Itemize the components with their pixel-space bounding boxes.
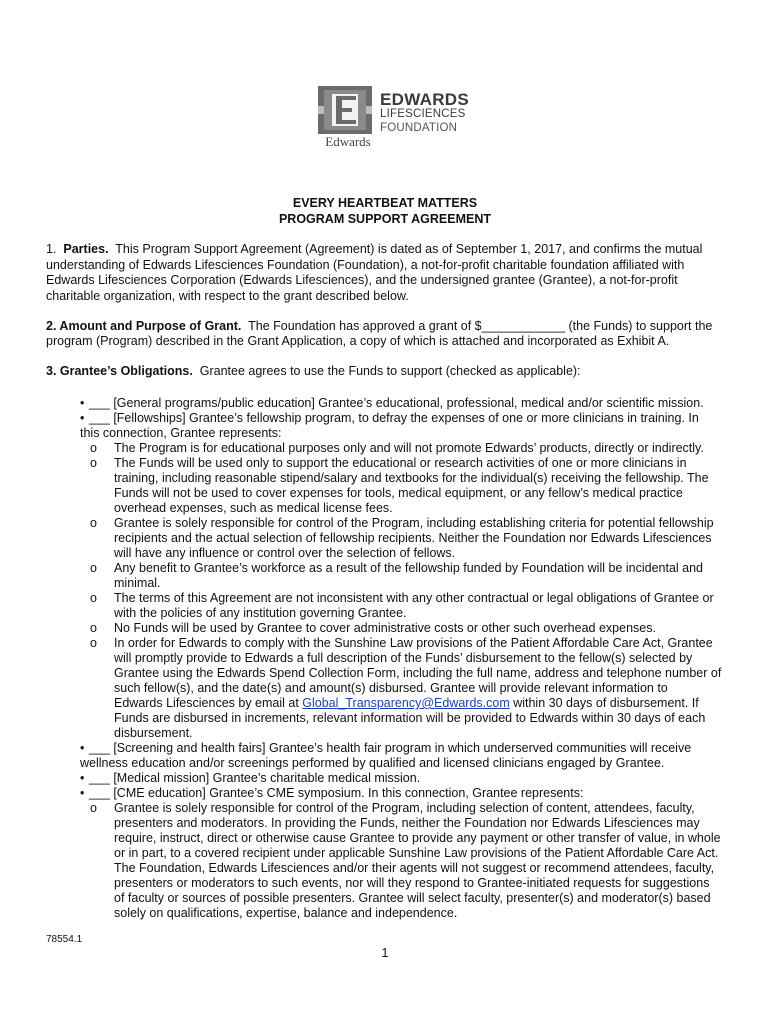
cme-rep-line: The Foundation, Edwards Lifesciences and/or their agents will not suggest or recommend attendees, faculty,	[114, 861, 715, 875]
cme-rep-line: Grantee is solely responsible for control of the Program, including selection of content, attendees, faculty,	[114, 801, 695, 815]
sub-bullet-marker: o	[90, 591, 97, 605]
fellowship-rep-line: The Program is for educational purposes only and will not promote Edwards’ products, directly or indirectly.	[114, 441, 704, 455]
fellowship-rep-line: recipients and the actual selection of fellowship recipients. Neither the Foundation nor Edwards Lifesciences	[114, 531, 712, 545]
fellowship-rep-line: with the policies of any institution governing Grantee.	[114, 606, 407, 620]
bullet-marker: •	[80, 741, 85, 755]
logo-brand-line2: LIFESCIENCES	[380, 108, 466, 120]
fellowship-rep-line: Funds are disbursed in increments, relevant information will be provided to Edwards within 30 days of each	[114, 711, 706, 725]
document-number: 78554.1	[46, 934, 83, 945]
fellowship-rep-line: training, including reasonable stipend/salary and textbooks for the individual(s) receiving the fellowship. The	[114, 471, 709, 485]
fellowship-rep-line: The Funds will be used only to support the educational or research activities of one or more clinicians in	[114, 456, 687, 470]
section1-text-1: This Program Support Agreement (Agreement) is dated as of September 1, 2017, and confirms the mutual	[115, 242, 703, 256]
sub-bullet-marker: o	[90, 441, 97, 455]
logo-mark-label: Edwards	[325, 134, 371, 149]
document-title-line2: PROGRAM SUPPORT AGREEMENT	[278, 212, 492, 226]
option-medical-mission: ___ [Medical mission] Grantee’s charitable medical mission.	[89, 771, 421, 785]
fellowship-rep-line	[114, 696, 699, 712]
sub-bullet-marker: o	[90, 561, 97, 575]
bullet-marker: •	[80, 771, 85, 785]
cme-rep-line: require, instruct, direct or otherwise cause Grantee to provide any payment or other transfer of value, in whole	[114, 831, 721, 845]
cme-rep-line: or in part, to a covered recipient under applicable Sunshine Law provisions of the Patient Affordable Care Act.	[114, 846, 719, 860]
cme-rep-line: presenters and moderators. In providing the Funds, neither the Foundation nor Edwards Lifesciences may	[114, 816, 700, 830]
cme-rep-line: solely on qualifications, expertise, balance and independence.	[114, 906, 458, 920]
section2-line1	[46, 319, 732, 335]
sub-bullet-marker: o	[90, 621, 97, 635]
fellowship-rep-line: Any benefit to Grantee’s workforce as a result of the fellowship funded by Foundation will be incidental and	[114, 561, 704, 575]
section2-line2: program (Program) described in the Grant Application, a copy of which is attached and incorporated as Exhibit A.	[46, 334, 670, 348]
fellowship-rep-line: overhead expenses, such as medical license fees.	[114, 501, 393, 515]
document-title-line1: EVERY HEARTBEAT MATTERS	[292, 196, 478, 210]
page-number: 1	[381, 946, 389, 960]
logo-brand-line1: EDWARDS	[380, 90, 469, 109]
cme-rep-line: of faculty or sources of possible presenters. Grantee will select faculty, presenter(s) and moderator(s) based	[114, 891, 711, 905]
option-screening: ___ [Screening and health fairs] Grantee’s health fair program in which underserved communities will receive	[89, 741, 692, 755]
option-general-programs: ___ [General programs/public education] Grantee’s educational, professional, medical and/or scientific mission.	[89, 396, 704, 410]
section1-line1	[46, 242, 732, 258]
fellowship-rep-line: such fellow(s), and the date(s) and amount(s) disbursed. Grantee will provide relevant information to	[114, 681, 668, 695]
sub-bullet-marker: o	[90, 456, 97, 470]
option-screening-cont: wellness education and/or screenings performed by qualified and licensed clinicians engaged by Grantee.	[80, 756, 665, 770]
option-fellowships: ___ [Fellowships] Grantee’s fellowship program, to defray the expenses of one or more clinicians in training. In	[89, 411, 699, 425]
email-intro: Edwards Lifesciences by email at	[114, 696, 303, 710]
section3-heading: 3. Grantee’s Obligations.	[46, 364, 193, 378]
edwards-logo	[318, 86, 478, 152]
section2-text-1: The Foundation has approved a grant of $____________ (the Funds) to support the	[248, 319, 713, 333]
section1-number: 1.	[46, 242, 57, 256]
section1-heading: Parties.	[63, 242, 109, 256]
fellowship-rep-line: In order for Edwards to comply with the Sunshine Law provisions of the Patient Affordable Care Act, Grantee	[114, 636, 713, 650]
section1-line4: charitable organization, with respect to the grant described below.	[46, 289, 409, 303]
cme-rep-line: presenters or moderators to such events, nor will they respond to Grantee-initiated requests for suggestions	[114, 876, 710, 890]
fellowship-rep-line: Funds will not be used to cover expenses for tools, medical equipment, or any fellow’s medical practice	[114, 486, 683, 500]
section1-line2: understanding of Edwards Lifesciences Foundation (Foundation), a not-for-profit charitable foundation affiliated with	[46, 258, 685, 272]
fellowship-rep-line: The terms of this Agreement are not inconsistent with any other contractual or legal obligations of Grantee or	[114, 591, 714, 605]
sub-bullet-marker: o	[90, 801, 97, 815]
fellowship-rep-line: No Funds will be used by Grantee to cover administrative costs or other such overhead expenses.	[114, 621, 656, 635]
option-cme-education: ___ [CME education] Grantee’s CME symposium. In this connection, Grantee represents:	[89, 786, 584, 800]
bullet-marker: •	[80, 396, 85, 410]
fellowship-rep-line: Grantee is solely responsible for control of the Program, including establishing criteria for potential fellowship	[114, 516, 714, 530]
fellowship-rep-line: minimal.	[114, 576, 161, 590]
logo-brand-line3: FOUNDATION	[380, 122, 458, 134]
bullet-marker: •	[80, 411, 85, 425]
bullet-marker: •	[80, 786, 85, 800]
section3-line1	[46, 364, 732, 380]
email-outro: within 30 days of disbursement. If	[509, 696, 699, 710]
section1-line3: Edwards Lifesciences Corporation (Edwards Lifesciences), and the undersigned grantee (Grantee), a not-for-profit	[46, 273, 678, 287]
sub-bullet-marker: o	[90, 516, 97, 530]
edwards-e-mark-icon	[318, 86, 372, 134]
section3-intro: Grantee agrees to use the Funds to support (checked as applicable):	[199, 364, 581, 378]
fellowships-represents: this connection, Grantee represents:	[80, 426, 282, 440]
fellowship-rep-line: disbursement.	[114, 726, 193, 740]
transparency-email-link[interactable]: Global_Transparency@Edwards.com	[302, 696, 510, 710]
fellowship-rep-line: Grantee using the Edwards Spend Collection Form, including the full name, address and telephone number of	[114, 666, 722, 680]
fellowship-rep-line: will promptly provide to Edwards a full description of the Funds’ disbursement to the fellow(s) selected by	[114, 651, 693, 665]
section2-heading: 2. Amount and Purpose of Grant.	[46, 319, 242, 333]
fellowship-rep-line: will have any influence or control over the selection of fellows.	[114, 546, 456, 560]
sub-bullet-marker: o	[90, 636, 97, 650]
